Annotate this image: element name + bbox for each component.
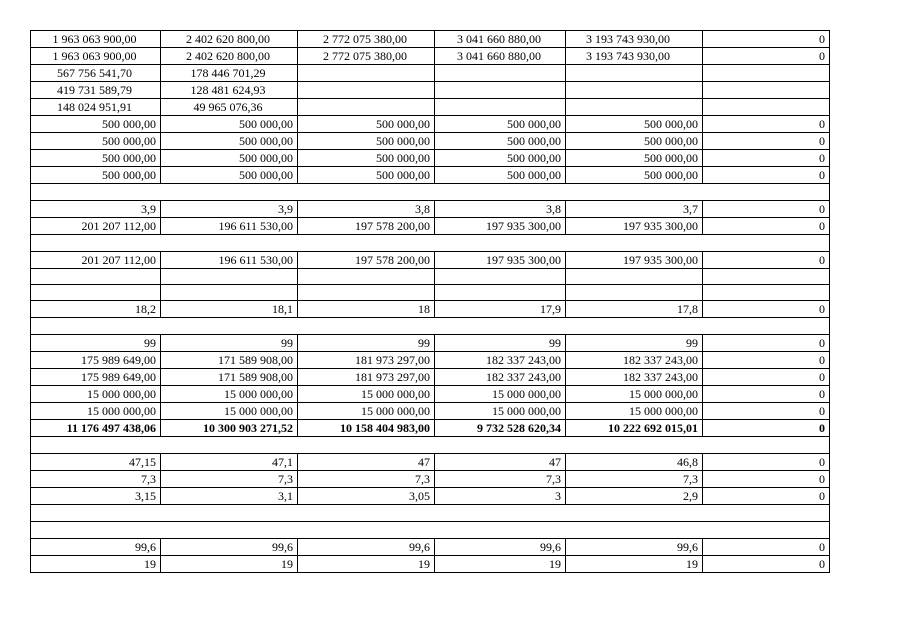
table-cell: 500 000,00 (298, 150, 435, 167)
table-cell: 0 (703, 48, 830, 65)
table-cell (298, 82, 435, 99)
table-row (31, 167, 830, 184)
table-row (31, 556, 830, 573)
table-cell: 99,6 (566, 539, 703, 556)
table-row (31, 48, 830, 65)
table-cell: 99 (31, 335, 161, 352)
table-cell: 0 (703, 116, 830, 133)
table-cell (435, 285, 566, 301)
table-cell: 182 337 243,00 (566, 369, 703, 386)
table-cell: 2 772 075 380,00 (298, 31, 435, 48)
table-cell: 99,6 (298, 539, 435, 556)
table-cell: 0 (703, 218, 830, 235)
table-cell: 0 (703, 201, 830, 218)
table-cell: 3 (435, 488, 566, 505)
table-cell: 18,2 (31, 301, 161, 318)
table-cell: 99,6 (31, 539, 161, 556)
table-row (31, 65, 830, 82)
table-cell: 196 611 530,00 (161, 218, 298, 235)
table-row (31, 403, 830, 420)
table-cell: 0 (703, 420, 830, 437)
table-cell (298, 65, 435, 82)
table-row (31, 99, 830, 116)
table-cell: 47 (298, 454, 435, 471)
table-row (31, 252, 830, 269)
table-cell: 171 589 908,00 (161, 352, 298, 369)
table-row (31, 454, 830, 471)
table-cell (298, 285, 435, 301)
spacer-cell (31, 184, 830, 201)
table-cell: 19 (566, 556, 703, 573)
table-cell: 500 000,00 (161, 116, 298, 133)
table-cell: 0 (703, 133, 830, 150)
spacer-cell (31, 505, 830, 522)
table-cell: 2,9 (566, 488, 703, 505)
table-cell: 0 (703, 352, 830, 369)
spacer-row (31, 505, 830, 522)
table-cell: 3,8 (298, 201, 435, 218)
table-cell: 15 000 000,00 (298, 386, 435, 403)
table-cell: 15 000 000,00 (161, 386, 298, 403)
table-cell: 15 000 000,00 (566, 403, 703, 420)
table-cell: 15 000 000,00 (435, 403, 566, 420)
spacer-row (31, 235, 830, 252)
table-row (31, 352, 830, 369)
total-row (31, 420, 830, 437)
table-cell: 19 (31, 556, 161, 573)
table-cell: 0 (703, 471, 830, 488)
table-cell: 11 176 497 438,06 (31, 420, 161, 437)
table-cell (435, 99, 566, 116)
table-cell: 500 000,00 (566, 116, 703, 133)
table-cell: 47,15 (31, 454, 161, 471)
table-cell: 500 000,00 (161, 150, 298, 167)
table-cell (31, 269, 161, 285)
table-cell: 99 (298, 335, 435, 352)
table-row (31, 488, 830, 505)
table-cell: 46,8 (566, 454, 703, 471)
table-cell: 181 973 297,00 (298, 352, 435, 369)
table-cell: 3 193 743 930,00 (566, 48, 703, 65)
table-cell (161, 285, 298, 301)
table-cell: 3,05 (298, 488, 435, 505)
table-cell: 0 (703, 556, 830, 573)
table-row (31, 285, 830, 301)
table-cell: 201 207 112,00 (31, 252, 161, 269)
table-cell: 175 989 649,00 (31, 369, 161, 386)
table-cell: 0 (703, 31, 830, 48)
table-cell: 0 (703, 301, 830, 318)
table-cell: 2 772 075 380,00 (298, 48, 435, 65)
table-row (31, 150, 830, 167)
table-cell: 3 041 660 880,00 (435, 48, 566, 65)
table-cell: 197 578 200,00 (298, 252, 435, 269)
spacer-cell (31, 437, 830, 454)
table-cell (703, 65, 830, 82)
table-cell: 178 446 701,29 (161, 65, 298, 82)
table-row (31, 82, 830, 99)
table-cell: 201 207 112,00 (31, 218, 161, 235)
table-cell: 500 000,00 (31, 167, 161, 184)
table-cell: 500 000,00 (435, 150, 566, 167)
table-cell: 3 193 743 930,00 (566, 31, 703, 48)
table-cell: 171 589 908,00 (161, 369, 298, 386)
table-cell: 18 (298, 301, 435, 318)
spacer-cell (31, 522, 830, 539)
spacer-row (31, 522, 830, 539)
table-cell: 15 000 000,00 (435, 386, 566, 403)
table-cell (31, 285, 161, 301)
table-cell (298, 99, 435, 116)
table-cell: 0 (703, 150, 830, 167)
table-row (31, 201, 830, 218)
table-cell: 500 000,00 (298, 116, 435, 133)
table-cell: 47 (435, 454, 566, 471)
table-cell: 99 (435, 335, 566, 352)
table-cell: 196 611 530,00 (161, 252, 298, 269)
table-cell: 0 (703, 488, 830, 505)
table-cell (566, 269, 703, 285)
table-cell: 0 (703, 369, 830, 386)
table-cell: 10 158 404 983,00 (298, 420, 435, 437)
table-cell (566, 65, 703, 82)
table-cell: 1 963 063 900,00 (31, 31, 161, 48)
table-cell: 3,1 (161, 488, 298, 505)
table-row (31, 133, 830, 150)
table-cell: 500 000,00 (435, 133, 566, 150)
table-cell: 19 (435, 556, 566, 573)
table-cell: 2 402 620 800,00 (161, 31, 298, 48)
table-cell: 9 732 528 620,34 (435, 420, 566, 437)
table-cell: 2 402 620 800,00 (161, 48, 298, 65)
table-cell: 182 337 243,00 (566, 352, 703, 369)
table-cell: 99 (566, 335, 703, 352)
table-cell (435, 65, 566, 82)
table-row (31, 218, 830, 235)
spacer-cell (31, 235, 830, 252)
table-row (31, 386, 830, 403)
table-cell: 500 000,00 (566, 133, 703, 150)
table-cell: 500 000,00 (298, 133, 435, 150)
table-cell: 182 337 243,00 (435, 369, 566, 386)
table-cell (566, 82, 703, 99)
table-cell (566, 99, 703, 116)
table-cell (298, 269, 435, 285)
table-cell: 0 (703, 386, 830, 403)
table-cell: 7,3 (566, 471, 703, 488)
table-cell: 500 000,00 (566, 167, 703, 184)
table-cell: 99,6 (161, 539, 298, 556)
table-cell: 18,1 (161, 301, 298, 318)
table-cell (703, 269, 830, 285)
table-cell (703, 285, 830, 301)
spacer-row (31, 184, 830, 201)
table-cell (703, 82, 830, 99)
table-cell: 175 989 649,00 (31, 352, 161, 369)
table-cell: 181 973 297,00 (298, 369, 435, 386)
spacer-row (31, 437, 830, 454)
table-cell (161, 269, 298, 285)
table-row (31, 301, 830, 318)
table-cell: 0 (703, 454, 830, 471)
financial-data-table (30, 30, 830, 573)
table-cell: 0 (703, 539, 830, 556)
table-cell (435, 269, 566, 285)
spacer-row (31, 318, 830, 335)
table-cell: 3,15 (31, 488, 161, 505)
table-cell: 19 (161, 556, 298, 573)
table-cell: 49 965 076,36 (161, 99, 298, 116)
table-cell: 197 935 300,00 (566, 252, 703, 269)
table-cell: 197 578 200,00 (298, 218, 435, 235)
table-cell: 15 000 000,00 (31, 386, 161, 403)
table-cell: 10 222 692 015,01 (566, 420, 703, 437)
table-cell (703, 99, 830, 116)
table-cell: 128 481 624,93 (161, 82, 298, 99)
table-cell: 15 000 000,00 (31, 403, 161, 420)
table-row (31, 116, 830, 133)
table-cell: 15 000 000,00 (298, 403, 435, 420)
table-cell: 500 000,00 (161, 167, 298, 184)
table-cell: 0 (703, 252, 830, 269)
table-cell: 7,3 (298, 471, 435, 488)
table-cell: 500 000,00 (435, 116, 566, 133)
table-cell: 10 300 903 271,52 (161, 420, 298, 437)
table-cell: 17,8 (566, 301, 703, 318)
table-cell: 7,3 (161, 471, 298, 488)
table-row (31, 269, 830, 285)
table-cell (566, 285, 703, 301)
table-cell: 15 000 000,00 (161, 403, 298, 420)
table-cell: 0 (703, 167, 830, 184)
table-cell: 0 (703, 403, 830, 420)
table-cell: 0 (703, 335, 830, 352)
table-cell: 500 000,00 (566, 150, 703, 167)
table-row (31, 539, 830, 556)
table-cell: 7,3 (31, 471, 161, 488)
table-cell: 99,6 (435, 539, 566, 556)
table-row (31, 31, 830, 48)
table-row (31, 369, 830, 386)
table-cell: 500 000,00 (31, 116, 161, 133)
table-cell: 197 935 300,00 (435, 218, 566, 235)
table-cell: 500 000,00 (31, 133, 161, 150)
table-cell: 500 000,00 (435, 167, 566, 184)
table-cell: 99 (161, 335, 298, 352)
table-cell: 419 731 589,79 (31, 82, 161, 99)
table-cell: 567 756 541,70 (31, 65, 161, 82)
table-cell: 148 024 951,91 (31, 99, 161, 116)
table-row (31, 335, 830, 352)
table-body (31, 31, 830, 573)
table-cell: 3,9 (31, 201, 161, 218)
table-cell: 182 337 243,00 (435, 352, 566, 369)
table-cell: 3,7 (566, 201, 703, 218)
table-cell: 197 935 300,00 (435, 252, 566, 269)
table-cell: 3,8 (435, 201, 566, 218)
table-cell: 3,9 (161, 201, 298, 218)
table-cell: 17,9 (435, 301, 566, 318)
table-row (31, 471, 830, 488)
table-cell: 1 963 063 900,00 (31, 48, 161, 65)
table-cell: 7,3 (435, 471, 566, 488)
table-cell: 19 (298, 556, 435, 573)
table-cell (435, 82, 566, 99)
table-cell: 500 000,00 (298, 167, 435, 184)
table-cell: 500 000,00 (161, 133, 298, 150)
table-cell: 500 000,00 (31, 150, 161, 167)
table-cell: 47,1 (161, 454, 298, 471)
spacer-cell (31, 318, 830, 335)
table-cell: 197 935 300,00 (566, 218, 703, 235)
table-cell: 3 041 660 880,00 (435, 31, 566, 48)
table-cell: 15 000 000,00 (566, 386, 703, 403)
